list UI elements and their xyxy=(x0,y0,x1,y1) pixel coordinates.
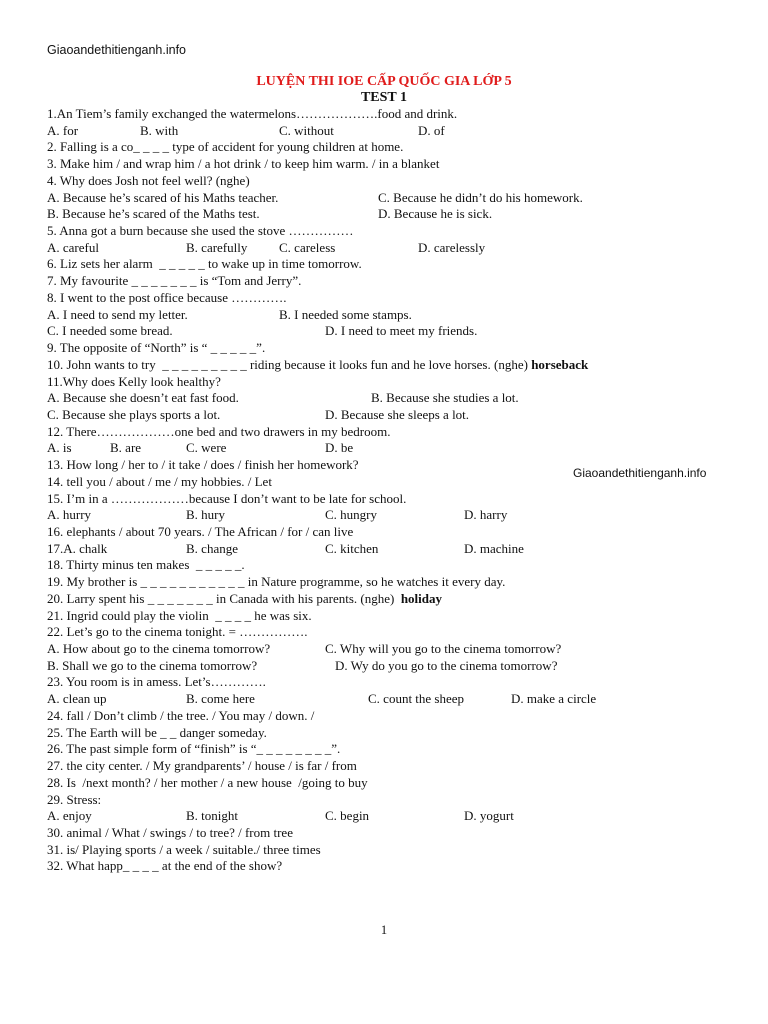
answer-options-row xyxy=(47,323,727,339)
test-subtitle: TEST 1 xyxy=(360,90,408,105)
answer-option: C. careless xyxy=(279,239,336,255)
question-line xyxy=(47,357,588,373)
answer-option: B. carefully xyxy=(186,239,248,255)
watermark-middle: Giaoandethitienganh.info xyxy=(573,466,707,480)
answer-option: A. is xyxy=(47,440,72,456)
question-line xyxy=(47,457,359,473)
answer-options-row xyxy=(47,691,727,707)
question-text: 25. The Earth will be _ _ danger someday. xyxy=(47,724,267,740)
answer-options-row xyxy=(47,240,727,256)
question-text: 11.Why does Kelly look healthy? xyxy=(47,373,221,389)
question-text: 29. Stress: xyxy=(47,791,102,807)
answer-option: A. Because she doesn’t eat fast food. xyxy=(47,390,239,406)
answer-option: D. machine xyxy=(464,540,524,556)
question-line xyxy=(47,139,403,155)
answer-option: A. I need to send my letter. xyxy=(47,306,188,322)
answer-option: B. tonight xyxy=(186,808,239,824)
answer-options-row xyxy=(47,123,727,139)
question-text: 24. fall / Don’t climb / the tree. / You may / down. / xyxy=(47,707,315,723)
question-line xyxy=(47,725,267,741)
question-text: 13. How long / her to / it take / does / finish her homework? xyxy=(47,457,359,473)
question-text: 3. Make him / and wrap him / a hot drink / to keep him warm. / in a blanket xyxy=(47,156,440,172)
question-text: 12. There………………one bed and two drawers in my bedroom. xyxy=(47,423,391,439)
answer-option: 17.A. chalk xyxy=(47,540,108,556)
question-line xyxy=(47,106,457,122)
answer-option: C. I needed some bread. xyxy=(47,323,173,339)
answer-option: B. Shall we go to the cinema tomorrow? xyxy=(47,657,258,673)
answer-options-row xyxy=(47,808,727,824)
question-text: 16. elephants / about 70 years. / The African / for / can live xyxy=(47,524,354,539)
question-text: 26. The past simple form of “finish” is “_ _ _ _ _ _ _ _”. xyxy=(47,741,341,757)
answer-option: B. hury xyxy=(186,507,225,523)
question-line xyxy=(47,624,307,640)
question-text: 28. Is /next month? / her mother / a new house /going to buy xyxy=(47,774,368,790)
question-text: 31. is/ Playing sports / a week / suitable./ three times xyxy=(47,841,321,857)
page-number: 1 xyxy=(380,923,388,937)
watermark-top: Giaoandethitienganh.info xyxy=(47,43,187,57)
question-text: 32. What happ_ _ _ _ at the end of the show? xyxy=(47,858,283,874)
answer-options-row xyxy=(47,658,727,674)
question-text: 7. My favourite _ _ _ _ _ _ _ is “Tom and Jerry”. xyxy=(47,273,302,289)
answer-option: B. with xyxy=(140,122,179,138)
question-text: 14. tell you / about / me / my hobbies. / Let xyxy=(47,473,272,489)
question-line xyxy=(47,374,221,390)
question-text: 22. Let’s go to the cinema tonight. = ……………. xyxy=(47,624,308,640)
answer-options-row xyxy=(47,190,727,206)
question-line xyxy=(47,340,265,356)
answer-option: D. carelessly xyxy=(418,239,486,255)
question-text: 5. Anna got a burn because she used the stove …………… xyxy=(47,223,354,239)
question-line xyxy=(47,223,354,239)
answer-option: A. Because he’s scared of his Maths teacher. xyxy=(47,189,279,205)
question-line xyxy=(47,858,282,874)
question-line xyxy=(47,290,286,306)
answer-options-row xyxy=(47,407,727,423)
answer-option: D. harry xyxy=(464,507,508,523)
question-line xyxy=(47,156,439,172)
answer-option: C. Because she plays sports a lot. xyxy=(47,406,221,422)
answer-options-row xyxy=(47,507,727,523)
question-line xyxy=(47,491,406,507)
answer-option: C. begin xyxy=(325,808,370,824)
answer-option: B. come here xyxy=(186,691,255,707)
answer-option: D. of xyxy=(418,122,445,138)
question-text: 8. I went to the post office because …………. xyxy=(47,289,287,305)
answer-option: D. Wy do you go to the cinema tomorrow? xyxy=(335,657,558,673)
answer-option: C. Because he didn’t do his homework. xyxy=(378,189,583,205)
question-text: 20. Larry spent his _ _ _ _ _ _ _ in Canada with his parents. (nghe) xyxy=(47,590,401,606)
question-text: 1.An Tiem’s family exchanged the watermelons……………….food and drink. xyxy=(47,106,458,121)
question-line xyxy=(47,674,266,690)
answer-option: D. yogurt xyxy=(464,808,514,824)
question-text: 27. the city center. / My grandparents’ / house / is far / from xyxy=(47,758,357,774)
answer-option: D. I need to meet my friends. xyxy=(325,323,478,339)
answer-option: C. kitchen xyxy=(325,540,379,556)
answer-option: A. hurry xyxy=(47,507,92,523)
answer-options-row xyxy=(47,541,727,557)
answer-option: C. without xyxy=(279,122,334,138)
answer-option: B. Because he’s scared of the Maths test. xyxy=(47,206,260,222)
question-text: 6. Liz sets her alarm _ _ _ _ _ to wake up in time tomorrow. xyxy=(47,256,362,272)
answer-options-row xyxy=(47,307,727,323)
answer-option: A. for xyxy=(47,122,79,138)
answer-option: C. hungry xyxy=(325,507,377,523)
question-line xyxy=(47,557,245,573)
question-line xyxy=(47,474,272,490)
answer-option: B. I needed some stamps. xyxy=(279,306,412,322)
question-text: 18. Thirty minus ten makes _ _ _ _ _. xyxy=(47,557,245,573)
answer-option: C. count the sheep xyxy=(368,691,465,707)
question-line xyxy=(47,741,340,757)
answer-options-row xyxy=(47,390,727,406)
question-text: 21. Ingrid could play the violin _ _ _ _ he was six. xyxy=(47,607,312,623)
question-line xyxy=(47,424,390,440)
question-text: 15. I’m in a ………………because I don’t want to be late for school. xyxy=(47,490,407,506)
answer-option: C. were xyxy=(186,440,227,456)
question-line xyxy=(47,842,321,858)
answer-options-row xyxy=(47,641,727,657)
question-text: 30. animal / What / swings / to tree? / from tree xyxy=(47,824,293,840)
question-line xyxy=(47,273,301,289)
answer-keyword: holiday xyxy=(400,590,443,606)
answer-option: D. Because he is sick. xyxy=(378,206,493,222)
question-text: 19. My brother is _ _ _ _ _ _ _ _ _ _ _ in Nature programme, so he watches it every day. xyxy=(47,574,506,590)
answer-option: A. clean up xyxy=(47,691,107,707)
question-text: 10. John wants to try _ _ _ _ _ _ _ _ _ riding because it looks fun and he love horses. (nghe) xyxy=(47,356,532,372)
answer-option: B. are xyxy=(110,440,142,456)
question-line xyxy=(47,173,250,189)
question-line xyxy=(47,758,357,774)
answer-keyword: horseback xyxy=(531,356,589,372)
answer-option: D. be xyxy=(325,440,354,456)
question-line xyxy=(47,792,101,808)
question-line xyxy=(47,608,312,624)
question-line xyxy=(47,524,353,540)
answer-option: A. careful xyxy=(47,239,99,255)
question-line xyxy=(47,825,293,841)
question-line xyxy=(47,591,442,607)
answer-options-row xyxy=(47,206,727,222)
answer-option: D. make a circle xyxy=(511,691,597,707)
question-text: 4. Why does Josh not feel well? (nghe) xyxy=(47,172,250,188)
question-line xyxy=(47,574,505,590)
answer-options-row xyxy=(47,440,727,456)
answer-option: D. Because she sleeps a lot. xyxy=(325,406,470,422)
question-line xyxy=(47,256,362,272)
answer-option: A. How about go to the cinema tomorrow? xyxy=(47,641,271,657)
answer-option: C. Why will you go to the cinema tomorrow? xyxy=(325,641,562,657)
answer-option: A. enjoy xyxy=(47,808,92,824)
answer-option: B. Because she studies a lot. xyxy=(371,390,519,406)
question-line xyxy=(47,775,368,791)
question-text: 23. You room is in amess. Let’s…………. xyxy=(47,674,266,690)
answer-option: B. change xyxy=(186,540,238,556)
question-text: 2. Falling is a co_ _ _ _ type of accident for young children at home. xyxy=(47,139,404,155)
page-title: LUYỆN THI IOE CẤP QUỐC GIA LỚP 5 xyxy=(256,74,512,89)
question-text: 9. The opposite of “North” is “ _ _ _ _ _”. xyxy=(47,340,266,356)
question-line xyxy=(47,708,314,724)
